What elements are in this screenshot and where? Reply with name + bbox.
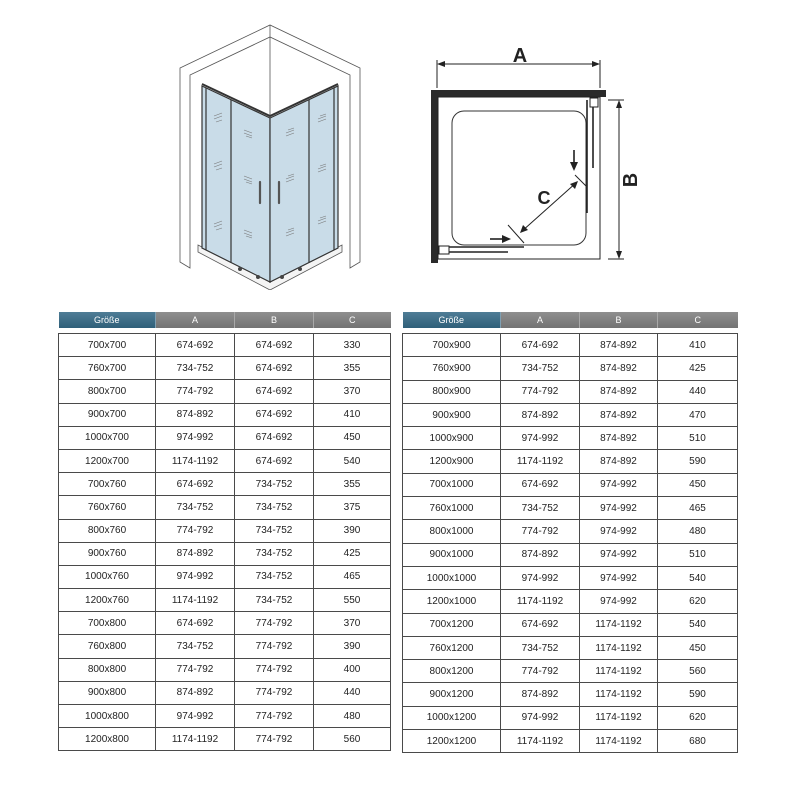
table-row (59, 473, 391, 496)
cell-size: 1000x900 (403, 427, 501, 450)
cell-size: 760x900 (403, 357, 501, 380)
cell-c: 540 (658, 566, 738, 589)
cell-c: 680 (658, 730, 738, 753)
cell-size: 1200x1000 (403, 590, 501, 613)
cell-b: 774-792 (235, 612, 314, 635)
cell-c: 410 (314, 403, 391, 426)
cell-b: 1174-1192 (580, 730, 658, 753)
cell-a: 1174-1192 (156, 449, 235, 472)
label-c: C (537, 188, 551, 208)
table-row (59, 519, 391, 542)
cell-b: 874-892 (580, 380, 658, 403)
table-row (59, 658, 391, 681)
cell-a: 734-752 (156, 496, 235, 519)
table-row (59, 635, 391, 658)
cell-size: 800x1000 (403, 520, 501, 543)
cell-size: 760x760 (59, 496, 156, 519)
header-size: Größe (59, 312, 156, 328)
cell-b: 874-892 (580, 427, 658, 450)
cell-b: 974-992 (580, 520, 658, 543)
table-row (59, 612, 391, 635)
table-row (59, 426, 391, 449)
shower-tray-outline (452, 111, 586, 245)
cell-size: 900x900 (403, 403, 501, 426)
cell-b: 774-792 (235, 681, 314, 704)
cell-a: 974-992 (501, 427, 580, 450)
cell-b: 1174-1192 (580, 683, 658, 706)
cell-c: 620 (658, 590, 738, 613)
cell-b: 674-692 (235, 426, 314, 449)
cell-c: 590 (658, 683, 738, 706)
cell-size: 700x900 (403, 334, 501, 357)
table-row (403, 613, 738, 636)
header-dim-a: A (156, 312, 235, 328)
cell-a: 674-692 (156, 473, 235, 496)
cell-size: 1200x760 (59, 589, 156, 612)
header-dim-b: B (235, 312, 314, 328)
table-header-row (59, 312, 391, 328)
cell-a: 674-692 (501, 334, 580, 357)
cell-c: 470 (658, 403, 738, 426)
cell-a: 874-892 (501, 543, 580, 566)
cell-a: 1174-1192 (156, 589, 235, 612)
cell-size: 700x760 (59, 473, 156, 496)
table-row (403, 450, 738, 473)
cell-size: 1200x900 (403, 450, 501, 473)
cell-size: 1000x760 (59, 565, 156, 588)
cell-c: 450 (658, 636, 738, 659)
cell-a: 734-752 (156, 357, 235, 380)
cell-c: 425 (314, 542, 391, 565)
table-row (59, 542, 391, 565)
cell-c: 355 (314, 473, 391, 496)
cell-b: 1174-1192 (580, 706, 658, 729)
cell-c: 355 (314, 357, 391, 380)
table-row (59, 681, 391, 704)
right-glass-panel (270, 86, 338, 282)
cell-b: 974-992 (580, 473, 658, 496)
cell-a: 674-692 (501, 613, 580, 636)
cell-b: 774-792 (235, 728, 314, 751)
cell-size: 900x800 (59, 681, 156, 704)
cell-c: 540 (658, 613, 738, 636)
cell-a: 874-892 (156, 542, 235, 565)
cell-size: 800x900 (403, 380, 501, 403)
table-row (59, 565, 391, 588)
table-row (403, 730, 738, 753)
header-size: Größe (403, 312, 501, 328)
cell-c: 370 (314, 612, 391, 635)
table-row (403, 660, 738, 683)
cell-b: 974-992 (580, 566, 658, 589)
table-row (59, 380, 391, 403)
cell-b: 874-892 (580, 334, 658, 357)
cell-b: 874-892 (580, 403, 658, 426)
table-row (403, 590, 738, 613)
label-b: B (620, 172, 642, 188)
cell-c: 390 (314, 635, 391, 658)
cell-a: 774-792 (156, 658, 235, 681)
cell-b: 774-792 (235, 658, 314, 681)
table-row (403, 380, 738, 403)
cell-c: 400 (314, 658, 391, 681)
cell-a: 1174-1192 (501, 730, 580, 753)
cell-b: 734-752 (235, 519, 314, 542)
cell-a: 774-792 (156, 380, 235, 403)
cell-a: 974-992 (501, 706, 580, 729)
side-wall (431, 90, 438, 263)
table-row (403, 683, 738, 706)
header-dim-c: C (658, 312, 738, 328)
cell-b: 734-752 (235, 496, 314, 519)
cell-c: 390 (314, 519, 391, 542)
shower-plan-dimension-diagram (420, 30, 650, 280)
cell-c: 620 (658, 706, 738, 729)
table-row (59, 449, 391, 472)
cell-size: 1000x700 (59, 426, 156, 449)
cell-size: 1200x1200 (403, 730, 501, 753)
cell-size: 900x760 (59, 542, 156, 565)
cell-size: 760x1000 (403, 497, 501, 520)
cell-c: 440 (314, 681, 391, 704)
cell-a: 974-992 (156, 426, 235, 449)
cell-size: 900x1200 (403, 683, 501, 706)
cell-c: 465 (658, 497, 738, 520)
cell-size: 900x700 (59, 403, 156, 426)
arrow-right-icon (502, 235, 511, 243)
table-header-row (403, 312, 738, 328)
cell-size: 800x700 (59, 380, 156, 403)
table-row (403, 543, 738, 566)
table-row (59, 403, 391, 426)
cell-size: 1000x800 (59, 705, 156, 728)
cell-b: 1174-1192 (580, 636, 658, 659)
cell-a: 734-752 (501, 636, 580, 659)
cell-c: 450 (658, 473, 738, 496)
cell-b: 674-692 (235, 403, 314, 426)
cell-c: 465 (314, 565, 391, 588)
cell-size: 700x700 (59, 334, 156, 357)
cell-a: 774-792 (156, 519, 235, 542)
cell-a: 974-992 (156, 565, 235, 588)
cell-a: 734-752 (156, 635, 235, 658)
table-row (403, 473, 738, 496)
table-row (59, 334, 391, 357)
cell-a: 734-752 (501, 357, 580, 380)
label-a: A (512, 45, 528, 67)
arrow-down-icon (570, 162, 578, 171)
cell-c: 480 (658, 520, 738, 543)
cell-a: 874-892 (156, 681, 235, 704)
cell-size: 1000x1000 (403, 566, 501, 589)
cell-size: 1000x1200 (403, 706, 501, 729)
table-row (403, 403, 738, 426)
cell-c: 440 (658, 380, 738, 403)
cell-size: 760x700 (59, 357, 156, 380)
table-row (59, 705, 391, 728)
cell-b: 774-792 (235, 705, 314, 728)
cell-b: 734-752 (235, 589, 314, 612)
cell-b: 734-752 (235, 565, 314, 588)
cell-a: 1174-1192 (501, 450, 580, 473)
cell-size: 760x800 (59, 635, 156, 658)
cell-size: 760x1200 (403, 636, 501, 659)
cell-size: 800x800 (59, 658, 156, 681)
cell-size: 700x1200 (403, 613, 501, 636)
table-row (59, 589, 391, 612)
cell-b: 874-892 (580, 357, 658, 380)
cell-b: 974-992 (580, 497, 658, 520)
cell-size: 800x760 (59, 519, 156, 542)
cell-b: 774-792 (235, 635, 314, 658)
table-row (403, 497, 738, 520)
cell-b: 1174-1192 (580, 613, 658, 636)
cell-c: 375 (314, 496, 391, 519)
back-wall (431, 90, 606, 97)
cell-c: 560 (658, 660, 738, 683)
table-row (59, 496, 391, 519)
header-dim-b: B (580, 312, 658, 328)
shower-enclosure-isometric-illustration (170, 20, 370, 290)
cell-a: 874-892 (501, 683, 580, 706)
cell-c: 480 (314, 705, 391, 728)
cell-c: 370 (314, 380, 391, 403)
cell-a: 874-892 (501, 403, 580, 426)
cell-b: 874-892 (580, 450, 658, 473)
cell-c: 510 (658, 543, 738, 566)
cell-b: 674-692 (235, 380, 314, 403)
table-row (59, 728, 391, 751)
header-dim-c: C (314, 312, 391, 328)
cell-b: 674-692 (235, 449, 314, 472)
cell-a: 974-992 (501, 566, 580, 589)
table-row (403, 427, 738, 450)
cell-a: 674-692 (501, 473, 580, 496)
cell-c: 590 (658, 450, 738, 473)
size-table-left (58, 312, 391, 751)
table-row (403, 520, 738, 543)
table-row (59, 357, 391, 380)
cell-b: 1174-1192 (580, 660, 658, 683)
cell-c: 450 (314, 426, 391, 449)
cell-c: 550 (314, 589, 391, 612)
cell-a: 674-692 (156, 334, 235, 357)
table-row (403, 706, 738, 729)
cell-a: 1174-1192 (156, 728, 235, 751)
cell-c: 330 (314, 334, 391, 357)
cell-size: 700x800 (59, 612, 156, 635)
cell-c: 410 (658, 334, 738, 357)
cell-size: 700x1000 (403, 473, 501, 496)
cell-a: 674-692 (156, 612, 235, 635)
table-row (403, 636, 738, 659)
cell-b: 734-752 (235, 542, 314, 565)
cell-c: 560 (314, 728, 391, 751)
cell-size: 800x1200 (403, 660, 501, 683)
cell-b: 674-692 (235, 334, 314, 357)
table-row (403, 566, 738, 589)
cell-b: 674-692 (235, 357, 314, 380)
size-table-right (402, 312, 738, 753)
header-dim-a: A (501, 312, 580, 328)
cell-a: 1174-1192 (501, 590, 580, 613)
cell-b: 974-992 (580, 590, 658, 613)
cell-b: 974-992 (580, 543, 658, 566)
cell-b: 734-752 (235, 473, 314, 496)
table-row (403, 357, 738, 380)
cell-c: 540 (314, 449, 391, 472)
cell-a: 774-792 (501, 660, 580, 683)
cell-a: 874-892 (156, 403, 235, 426)
cell-size: 1200x700 (59, 449, 156, 472)
table-row (403, 334, 738, 357)
cell-a: 974-992 (156, 705, 235, 728)
cell-size: 1200x800 (59, 728, 156, 751)
cell-c: 510 (658, 427, 738, 450)
cell-a: 774-792 (501, 380, 580, 403)
cell-a: 774-792 (501, 520, 580, 543)
cell-size: 900x1000 (403, 543, 501, 566)
cell-a: 734-752 (501, 497, 580, 520)
cell-c: 425 (658, 357, 738, 380)
